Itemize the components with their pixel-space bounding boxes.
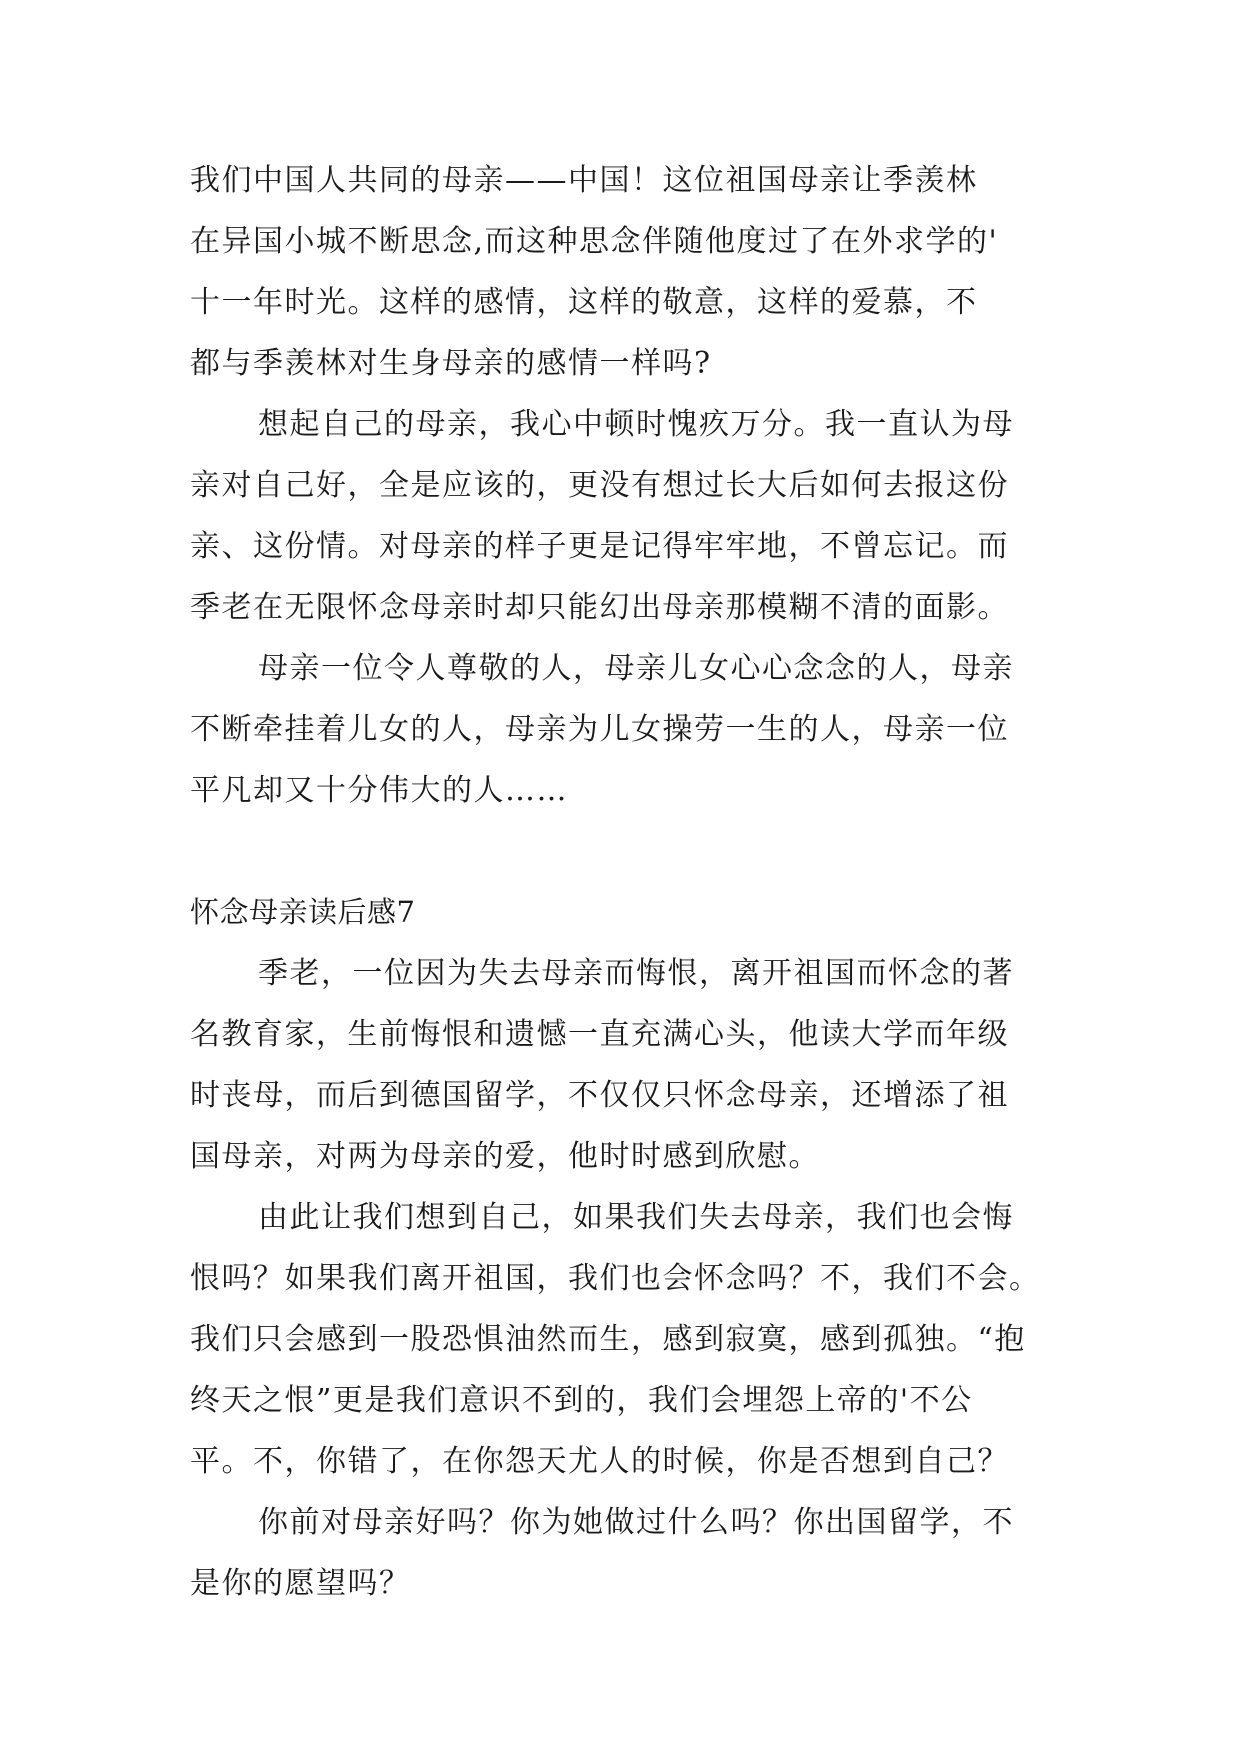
paragraph-2 <box>190 394 1070 638</box>
blank-line <box>190 821 1070 882</box>
text-line: 是你的愿望吗？ <box>190 1566 411 1601</box>
text-line: 时丧母，而后到德国留学，不仅仅只怀念母亲，还增添了祖 <box>190 1078 1009 1113</box>
paragraph-6 <box>190 1492 1070 1614</box>
text-line: 亲、这份情。对母亲的样子更是记得牢牢地，不曾忘记。而 <box>190 529 1009 564</box>
paragraph-5 <box>190 1187 1070 1492</box>
text-line: 我们只会感到一股恐惧油然而生，感到寂寞，感到孤独。“抱 <box>190 1322 1026 1357</box>
document-body <box>190 150 1070 1614</box>
text-line: 都与季羡林对生身母亲的感情一样吗? <box>190 346 712 381</box>
text-line: 平。不，你错了，在你怨天尤人的时候，你是否想到自己？ <box>190 1444 1009 1479</box>
text-line: 终天之恨”更是我们意识不到的，我们会埋怨上帝的'不公 <box>190 1383 973 1418</box>
text-line: 你前对母亲好吗？你为她做过什么吗？你出国留学，不 <box>258 1505 1014 1540</box>
text-line: 恨吗？如果我们离开祖国，我们也会怀念吗？不，我们不会。 <box>190 1261 1041 1296</box>
section-heading: 怀念母亲读后感7 <box>190 895 416 929</box>
paragraph-4 <box>190 943 1070 1187</box>
text-line: 由此让我们想到自己，如果我们失去母亲，我们也会悔 <box>258 1200 1014 1235</box>
text-line: 十一年时光。这样的感情，这样的敬意，这样的爱慕，不 <box>190 285 978 320</box>
text-line: 季老，一位因为失去母亲而悔恨，离开祖国而怀念的著 <box>258 956 1014 991</box>
text-line: 平凡却又十分伟大的人…… <box>190 773 568 808</box>
text-line: 国母亲，对两为母亲的爱，他时时感到欣慰。 <box>190 1139 820 1174</box>
paragraph-1 <box>190 150 1070 394</box>
paragraph-3 <box>190 638 1070 821</box>
text-line: 亲对自己好，全是应该的，更没有想过长大后如何去报这份 <box>190 468 1009 503</box>
text-line: 季老在无限怀念母亲时却只能幻出母亲那模糊不清的面影。 <box>190 590 1009 625</box>
text-line: 想起自己的母亲，我心中顿时愧疚万分。我一直认为母 <box>258 407 1014 442</box>
text-line: 不断牵挂着儿女的人，母亲为儿女操劳一生的人，母亲一位 <box>190 712 1009 747</box>
text-line: 母亲一位令人尊敬的人，母亲儿女心心念念的人，母亲 <box>258 651 1014 686</box>
text-line: 名教育家，生前悔恨和遗憾一直充满心头，他读大学而年级 <box>190 1017 1009 1052</box>
text-line: 我们中国人共同的母亲——中国！这位祖国母亲让季羡林 <box>190 163 978 198</box>
text-line: 在异国小城不断思念,而这种思念伴随他度过了在外求学的' <box>190 224 999 259</box>
